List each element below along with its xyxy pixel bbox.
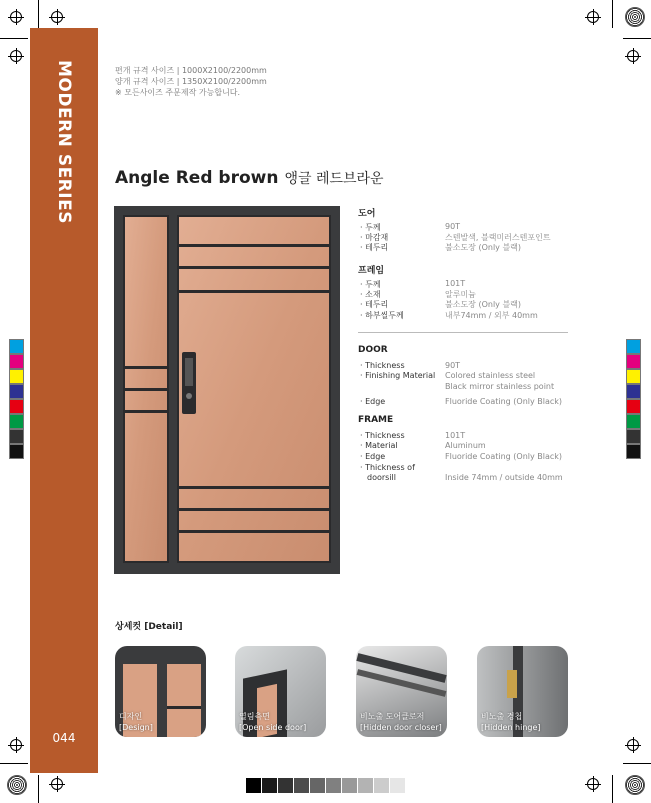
- caption-kr: 비노출 경첩: [481, 712, 523, 721]
- color-bar-left: [9, 339, 24, 459]
- note-line: 편개 규격 사이즈 | 1000X2100/2200mm: [115, 66, 267, 75]
- frame-heading-en: FRAME: [358, 415, 394, 425]
- spec-value: Fluoride Coating (Only Black): [445, 397, 563, 406]
- note-line: ※ 모든사이즈 주문제작 가능합니다.: [115, 88, 241, 97]
- registration-mark-icon: [49, 9, 65, 25]
- spec-label: · 테두리: [360, 243, 389, 252]
- spec-label: · 하부씰두께: [360, 311, 404, 320]
- color-swatch: [9, 354, 24, 369]
- color-swatch: [626, 384, 641, 399]
- gray-swatch: [246, 778, 261, 793]
- spec-value: Inside 74mm / outside 40mm: [445, 473, 563, 482]
- caption-en: [Hidden hinge]: [481, 723, 541, 732]
- gray-swatch: [374, 778, 389, 793]
- caption-en: [Design]: [119, 723, 153, 732]
- hinge: [507, 670, 517, 698]
- gray-swatch: [326, 778, 341, 793]
- size-notes: [115, 65, 267, 98]
- spec-label: · Finishing Material: [360, 371, 436, 380]
- spec-label: · 두께: [360, 280, 381, 289]
- color-swatch: [626, 414, 641, 429]
- spec-label: · 소재: [360, 290, 381, 299]
- spec-value: 불소도장 (Only 블랙): [445, 300, 522, 309]
- color-swatch: [9, 339, 24, 354]
- crop-mark: [623, 763, 651, 764]
- color-swatch: [9, 384, 24, 399]
- caption-en: [Open side door]: [239, 723, 307, 732]
- spec-value: Fluoride Coating (Only Black): [445, 452, 563, 461]
- color-swatch: [626, 369, 641, 384]
- crop-mark: [38, 775, 39, 803]
- detail-caption: [119, 711, 153, 733]
- gray-swatch: [358, 778, 373, 793]
- color-swatch: [626, 339, 641, 354]
- spec-label: · Material: [360, 441, 398, 450]
- spec-value: Colored stainless steel: [445, 371, 536, 380]
- detail-caption: [481, 711, 541, 733]
- spec-value: Aluminum: [445, 441, 486, 450]
- detail-heading: 상세컷 [Detail]: [115, 622, 183, 632]
- detail-thumb-design: [115, 646, 206, 737]
- product-name-kr: 앵글 레드브라운: [284, 171, 384, 187]
- spec-label: · Thickness: [360, 361, 405, 370]
- caption-kr: 디자인: [119, 712, 143, 721]
- spec-label: · 테두리: [360, 300, 389, 309]
- color-bar-right: [626, 339, 641, 459]
- spec-value: 101T: [445, 431, 466, 440]
- caption-kr: 비노출 도어클로저: [360, 712, 425, 721]
- spec-value: 불소도장 (Only 블랙): [445, 243, 522, 252]
- door-heading-kr: 도어: [358, 209, 376, 219]
- spec-value: 90T: [445, 361, 461, 370]
- registration-mark-icon: [8, 9, 24, 25]
- panel-line: [167, 706, 201, 709]
- registration-mark-icon: [625, 48, 641, 64]
- color-swatch: [626, 399, 641, 414]
- registration-mark-icon: [585, 9, 601, 25]
- spec-label: doorsill: [367, 473, 396, 482]
- crop-mark: [38, 0, 39, 28]
- crop-mark: [612, 775, 613, 803]
- page-number: 044: [52, 731, 76, 745]
- copper-panel: [167, 664, 201, 737]
- spec-value: 101T: [445, 279, 466, 288]
- gray-swatch: [310, 778, 325, 793]
- crop-mark: [0, 763, 28, 764]
- color-swatch: [9, 399, 24, 414]
- color-swatch: [9, 414, 24, 429]
- registration-mark-icon: [49, 776, 65, 792]
- spec-value: 90T: [445, 222, 461, 231]
- spec-value: 스텐발색, 블랙미러스텐포인트: [445, 233, 551, 242]
- spec-value: Black mirror stainless point: [445, 382, 555, 391]
- color-swatch: [626, 429, 641, 444]
- registration-mark-icon: [8, 48, 24, 64]
- spec-label: · Thickness of: [360, 463, 415, 472]
- note-line: 양개 규격 사이즈 | 1350X2100/2200mm: [115, 77, 267, 86]
- spec-label: · Thickness: [360, 431, 405, 440]
- registration-mark-icon: [625, 737, 641, 753]
- color-swatch: [9, 429, 24, 444]
- detail-caption: [360, 711, 442, 733]
- door-image: [114, 206, 340, 574]
- gray-swatch: [390, 778, 405, 793]
- caption-en: [Hidden door closer]: [360, 723, 442, 732]
- color-swatch: [9, 369, 24, 384]
- crop-mark: [623, 38, 651, 39]
- gray-swatch: [294, 778, 309, 793]
- spec-value: 내부74mm / 외부 40mm: [445, 311, 538, 320]
- caption-kr: 열림측면: [239, 712, 270, 721]
- detail-thumb-hidden-closer: [356, 646, 447, 737]
- registration-mark-icon: [585, 776, 601, 792]
- frame-heading-kr: 프레임: [358, 266, 385, 276]
- gray-swatch: [262, 778, 277, 793]
- series-label: MODERN SERIES: [54, 60, 74, 224]
- color-target-icon: [625, 7, 645, 27]
- spec-divider: [358, 332, 568, 333]
- series-sidebar: [30, 28, 98, 773]
- detail-caption: [239, 711, 306, 733]
- color-swatch: [626, 354, 641, 369]
- color-swatch: [9, 444, 24, 459]
- product-name: Angle Red brown: [115, 168, 279, 188]
- spec-label: · 두께: [360, 223, 381, 232]
- color-swatch: [626, 444, 641, 459]
- detail-thumb-open-side: [235, 646, 326, 737]
- gray-swatch: [342, 778, 357, 793]
- spec-label: · Edge: [360, 397, 386, 406]
- door-heading-en: DOOR: [358, 345, 388, 355]
- door-illustration: [114, 206, 340, 574]
- spec-value: 알루미늄: [445, 290, 476, 299]
- detail-thumb-hidden-hinge: [477, 646, 568, 737]
- registration-mark-icon: [8, 737, 24, 753]
- color-target-icon: [625, 775, 645, 795]
- color-target-icon: [7, 775, 27, 795]
- spec-label: · 마감재: [360, 233, 389, 242]
- gray-swatch: [278, 778, 293, 793]
- spec-label: · Edge: [360, 452, 386, 461]
- product-title: [115, 168, 384, 188]
- crop-mark: [0, 38, 28, 39]
- crop-mark: [612, 0, 613, 28]
